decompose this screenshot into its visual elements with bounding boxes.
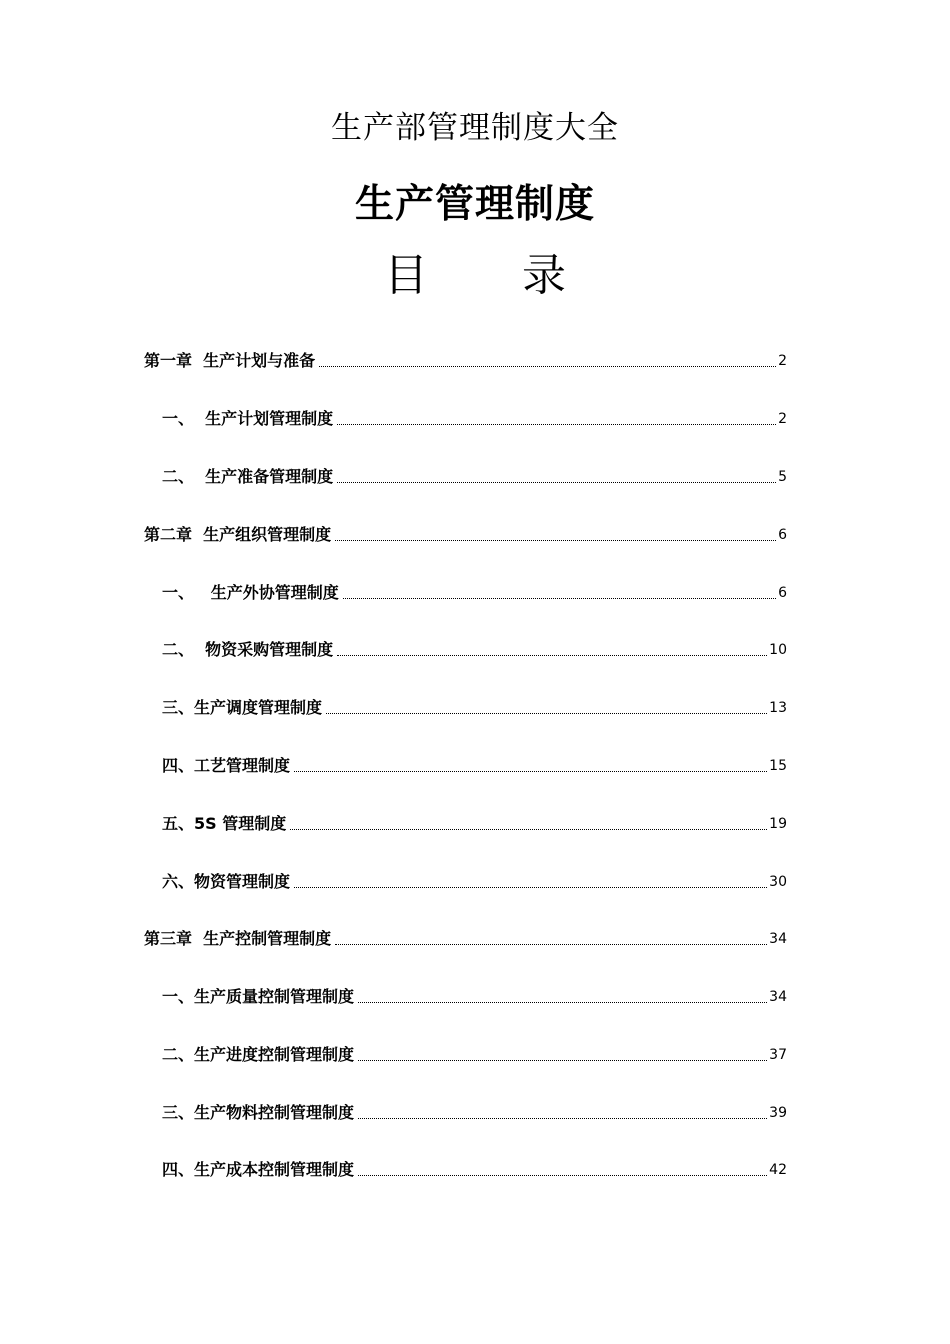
toc-entry-page: 42	[769, 1162, 787, 1178]
toc-entry-page: 13	[769, 700, 787, 716]
toc-heading: 目 录	[384, 250, 606, 301]
toc-entry-page: 2	[778, 411, 787, 427]
toc-entry-label: 二、生产进度控制管理制度	[162, 1045, 355, 1064]
toc-entry-chapter-1[interactable]	[144, 349, 787, 373]
toc-entry-label: 二、 生产准备管理制度	[162, 467, 334, 486]
document-subtitle: 生产管理制度	[354, 182, 595, 227]
toc-entry-label: 四、工艺管理制度	[162, 756, 291, 775]
toc-entry-material-control[interactable]	[162, 1101, 787, 1125]
toc-entry-label: 五、5S 管理制度	[162, 814, 287, 833]
toc-entry-chapter-2[interactable]	[144, 523, 787, 547]
toc-entry-chapter-3[interactable]	[144, 927, 787, 951]
toc-entry-page: 34	[769, 989, 787, 1005]
dot-leader	[335, 540, 776, 541]
toc-entry-production-planning[interactable]	[162, 407, 787, 431]
toc-entry-page: 15	[769, 758, 787, 774]
dot-leader	[294, 771, 767, 772]
dot-leader	[294, 887, 767, 888]
toc-entry-progress-control[interactable]	[162, 1043, 787, 1067]
toc-entry-label: 六、物资管理制度	[162, 872, 291, 891]
toc-entry-procurement[interactable]	[162, 638, 787, 662]
dot-leader	[290, 829, 767, 830]
toc-entry-page: 6	[778, 585, 787, 601]
toc-entry-scheduling[interactable]	[162, 696, 787, 720]
toc-entry-quality-control[interactable]	[162, 985, 787, 1009]
toc-entry-label: 三、生产调度管理制度	[162, 698, 323, 717]
document-title: 生产部管理制度大全	[331, 110, 619, 146]
dot-leader	[343, 598, 776, 599]
dot-leader	[358, 1118, 767, 1119]
toc-entry-label: 一、生产质量控制管理制度	[162, 987, 355, 1006]
dot-leader	[358, 1002, 767, 1003]
toc-entry-page: 10	[769, 642, 787, 658]
toc-entry-label: 第三章 生产控制管理制度	[144, 929, 332, 948]
toc-entry-page: 30	[769, 874, 787, 890]
toc-entry-page: 2	[778, 353, 787, 369]
toc-entry-page: 37	[769, 1047, 787, 1063]
toc-entry-production-preparation[interactable]	[162, 465, 787, 489]
toc-entry-label: 二、 物资采购管理制度	[162, 640, 334, 659]
toc-entry-label: 三、生产物料控制管理制度	[162, 1103, 355, 1122]
dot-leader	[337, 482, 776, 483]
toc-entry-page: 39	[769, 1105, 787, 1121]
toc-entry-label: 第一章 生产计划与准备	[144, 351, 316, 370]
toc-entry-process-management[interactable]	[162, 754, 787, 778]
toc-entry-page: 5	[778, 469, 787, 485]
toc-entry-5s-management[interactable]	[162, 812, 787, 836]
toc-entry-page: 6	[778, 527, 787, 543]
toc-entry-materials-management[interactable]	[162, 870, 787, 894]
toc-entry-page: 34	[769, 931, 787, 947]
dot-leader	[326, 713, 767, 714]
toc-entry-label: 第二章 生产组织管理制度	[144, 525, 332, 544]
toc-entry-label: 一、 生产计划管理制度	[162, 409, 334, 428]
toc-entry-outsourcing[interactable]	[162, 581, 787, 605]
toc-entry-label: 四、生产成本控制管理制度	[162, 1160, 355, 1179]
dot-leader	[337, 424, 776, 425]
dot-leader	[358, 1060, 767, 1061]
dot-leader	[358, 1175, 767, 1176]
dot-leader	[335, 944, 767, 945]
toc-entry-label: 一、 生产外协管理制度	[162, 583, 339, 602]
dot-leader	[319, 366, 776, 367]
dot-leader	[337, 655, 767, 656]
toc-entry-page: 19	[769, 816, 787, 832]
toc-entry-cost-control[interactable]	[162, 1158, 787, 1182]
